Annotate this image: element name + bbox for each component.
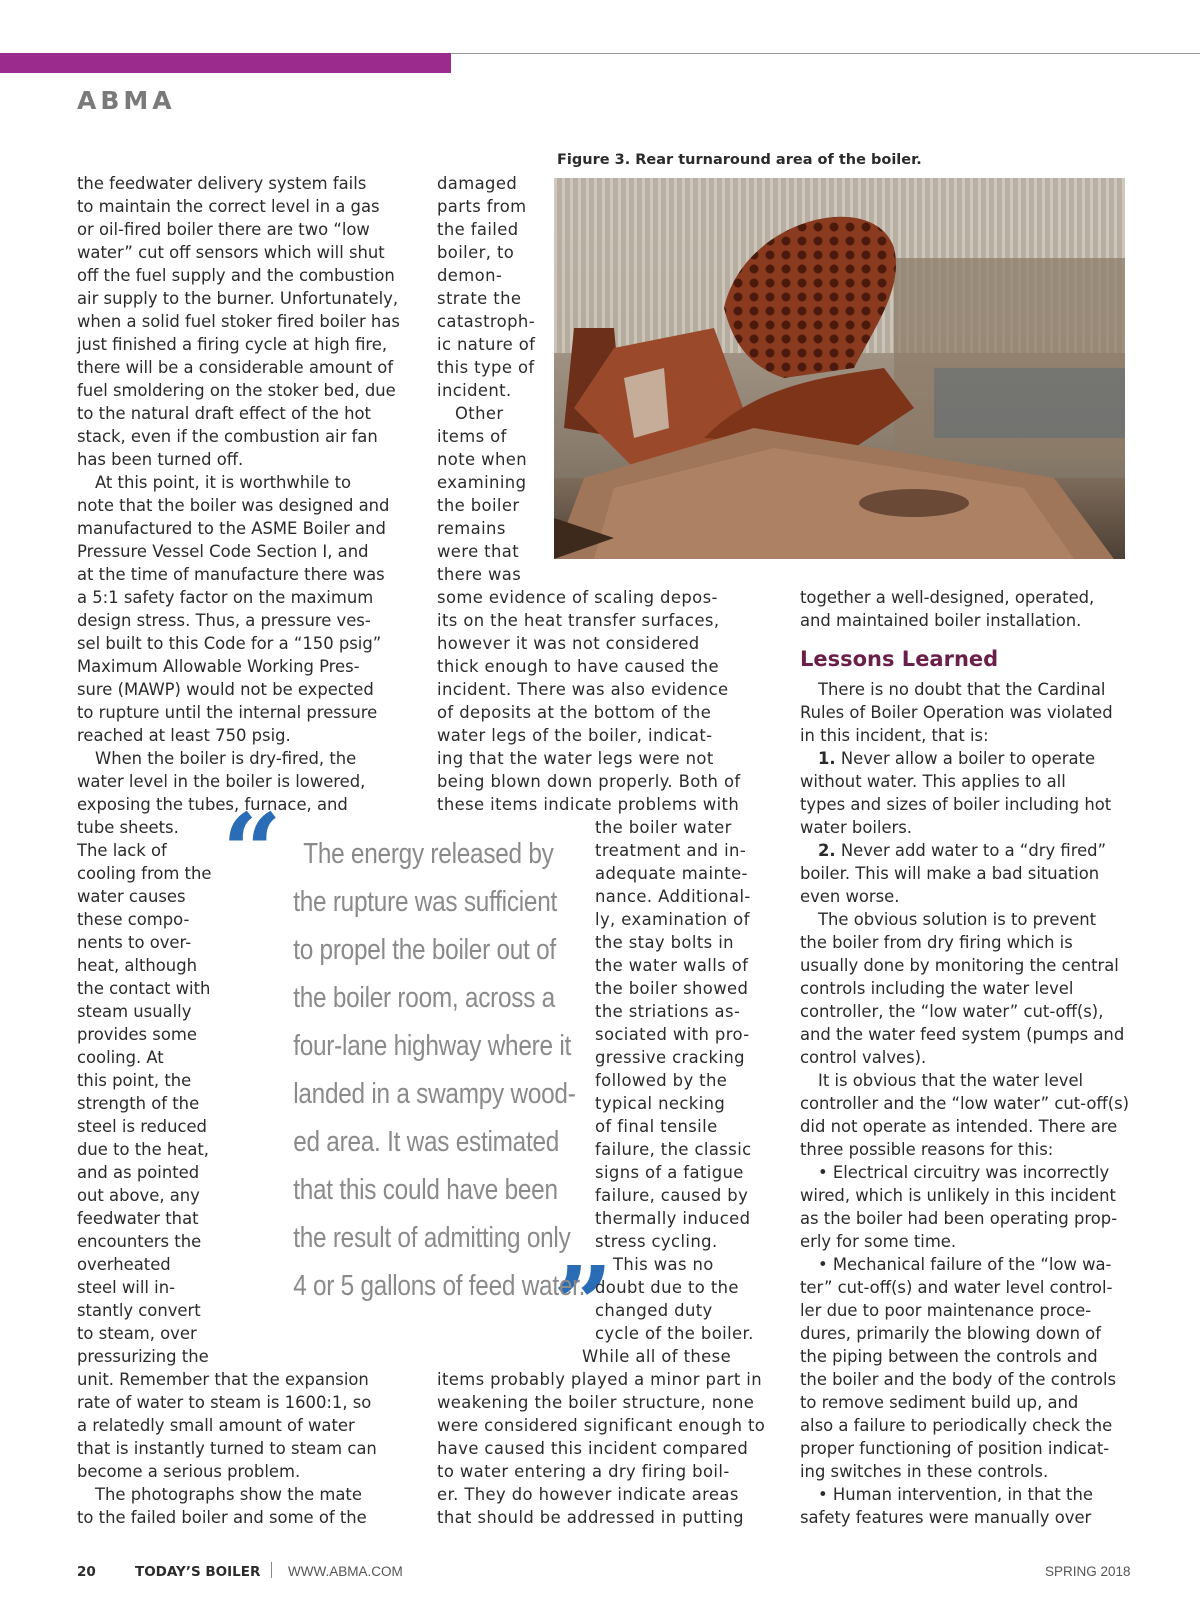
body-text-line: sel built to this Code for a “150 psig” [77,634,382,653]
body-text-line: were that [437,542,520,561]
pull-quote-line: the boiler room, across a [293,982,555,1014]
rule-text: Never add water to a “dry fired” [840,841,1107,860]
body-text-line: tube sheets. [77,818,179,837]
body-text-line: this type of [437,358,535,377]
body-text-line: steam usually [77,1002,192,1021]
quote-close-icon: ” [553,1243,613,1366]
body-text-line: some evidence of scaling depos- [437,588,718,607]
figure-caption: Figure 3. Rear turnaround area of the boiler. [557,152,922,168]
body-text-line: Other [455,404,504,423]
body-text-line: nents to over- [77,933,192,952]
body-text-line: damaged [437,174,518,193]
body-text-line: changed duty [595,1301,713,1320]
body-text-line: proper functioning of position indicat- [800,1439,1110,1458]
body-text-line: controls including the water level [800,979,1074,998]
body-text-line: ter” cut-off(s) and water level control- [800,1278,1113,1297]
body-text-line: when a solid fuel stoker fired boiler has [77,312,400,331]
body-text-line: stack, even if the combustion air fan [77,427,378,446]
rule-text: Never allow a boiler to operate [840,749,1096,768]
body-text-line: due to the heat, [77,1140,210,1159]
body-text-line: control valves). [800,1048,927,1067]
body-text-line: sociated with pro- [595,1025,750,1044]
body-text-line: treatment and in- [595,841,747,860]
body-text-line: When the boiler is dry-fired, the [95,749,357,768]
body-text-line: the stay bolts in [595,933,734,952]
body-text-line: that should be addressed in putting [437,1508,744,1527]
body-text-line: the feedwater delivery system fails [77,174,367,193]
body-text-line: unit. Remember that the expansion [77,1370,369,1389]
body-text-line: stress cycling. [595,1232,718,1251]
body-text-line: wired, which is unlikely in this incident [800,1186,1116,1205]
body-text-line: also a failure to periodically check the [800,1416,1113,1435]
publication-name: TODAY’S BOILER [135,1564,261,1580]
body-text-line: being blown down properly. Both of [437,772,741,791]
body-text-line: or oil-fired boiler there are two “low [77,220,370,239]
pull-quote-line: landed in a swampy wood- [293,1078,576,1110]
body-text-line: ly, examination of [595,910,750,929]
body-text-line: • Electrical circuitry was incorrectly [818,1163,1110,1182]
body-text-line: failure, the classic [595,1140,752,1159]
pull-quote-line: ed area. It was estimated [293,1126,560,1158]
body-text-line: and the water feed system (pumps and [800,1025,1125,1044]
section-label: ABMA [77,86,176,115]
body-text-line: incident. [437,381,512,400]
body-text-line: of final tensile [595,1117,718,1136]
body-text-line: its on the heat transfer surfaces, [437,611,720,630]
body-text-line: this point, the [77,1071,192,1090]
body-text-line: water level in the boiler is lowered, [77,772,366,791]
body-text-line: Pressure Vessel Code Section I, and [77,542,369,561]
body-text-line: water causes [77,887,186,906]
rule-number: 2. [818,841,836,860]
body-text-line: note when [437,450,528,469]
body-text-line: strength of the [77,1094,200,1113]
body-text-line: encounters the [77,1232,202,1251]
body-text-line: design stress. Thus, a pressure ves- [77,611,371,630]
body-text-line: items probably played a minor part in [437,1370,763,1389]
body-text-line: were considered significant enough to [437,1416,766,1435]
body-text-line: ic nature of [437,335,536,354]
body-text-line: ing that the water legs were not [437,749,714,768]
website-link[interactable]: WWW.ABMA.COM [288,1564,403,1579]
body-text-line: the boiler showed [595,979,749,998]
body-text-line: ler due to poor maintenance proce- [800,1301,1092,1320]
body-text-line: The photographs show the mate [95,1485,362,1504]
body-text-line: Rules of Boiler Operation was violated [800,703,1113,722]
body-text-line: signs of a fatigue [595,1163,744,1182]
body-text-line: nance. Additional- [595,887,751,906]
body-text-line: the failed [437,220,519,239]
body-text-line: reached at least 750 psig. [77,726,291,745]
footer-divider [271,1562,272,1578]
body-text-line: even worse. [800,887,900,906]
body-text-line: water legs of the boiler, indicat- [437,726,713,745]
body-text-line: controller and the “low water” cut-off(s) [800,1094,1130,1113]
body-text-line: have caused this incident compared [437,1439,749,1458]
header-accent-bar [0,53,451,73]
body-text-line: of deposits at the bottom of the [437,703,712,722]
body-text-line: manufactured to the ASME Boiler and [77,519,386,538]
body-text-line: weakening the boiler structure, none [437,1393,755,1412]
body-text-line: At this point, it is worthwhile to [95,473,352,492]
body-text-line: Maximum Allowable Working Pres- [77,657,360,676]
body-text-line: strate the [437,289,522,308]
body-text-line [800,747,1095,770]
body-text-line: as the boiler had been operating prop- [800,1209,1118,1228]
issue-date: SPRING 2018 [1045,1564,1131,1579]
body-text-line: remains [437,519,506,538]
body-text-line: items of [437,427,507,446]
body-text-line: to water entering a dry firing boil- [437,1462,730,1481]
body-text-line: dures, primarily the blowing down of [800,1324,1101,1343]
body-text-line: gressive cracking [595,1048,745,1067]
body-text-line: a 5:1 safety factor on the maximum [77,588,374,607]
body-text-line: to remove sediment build up, and [800,1393,1079,1412]
body-text-line: It is obvious that the water level [818,1071,1084,1090]
body-text-line: these items indicate problems with [437,795,740,814]
pull-quote-line: the rupture was sufficient [293,886,558,918]
body-text-line: sure (MAWP) would not be expected [77,680,374,699]
body-text-line: The lack of [77,841,167,860]
body-text-line: This was no [613,1255,714,1274]
body-text-line: however it was not considered [437,634,700,653]
body-text-line: water boilers. [800,818,913,837]
body-text-line: provides some [77,1025,197,1044]
page-number: 20 [77,1564,96,1580]
lessons-learned-heading: Lessons Learned [800,647,999,671]
body-text-line: exposing the tubes, furnace, and [77,795,348,814]
pull-quote-line: to propel the boiler out of [293,934,556,966]
body-text-line: to the failed boiler and some of the [77,1508,367,1527]
body-text-line: er. They do however indicate areas [437,1485,739,1504]
body-text-line: the striations as- [595,1002,741,1021]
body-text-line: overheated [77,1255,171,1274]
body-text-line: in this incident, that is: [800,726,989,745]
body-text-line [800,839,1106,862]
body-text-line: demon- [437,266,503,285]
body-text-line: at the time of manufacture there was [77,565,385,584]
body-text-line: the contact with [77,979,211,998]
body-text-line: parts from [437,197,527,216]
body-text-line: the boiler from dry firing which is [800,933,1073,952]
body-text-line: a relatedly small amount of water [77,1416,355,1435]
body-text-line: doubt due to the [595,1278,739,1297]
body-text-line: off the fuel supply and the combustion [77,266,395,285]
body-text-line: to maintain the correct level in a gas [77,197,380,216]
body-text-line: catastroph- [437,312,536,331]
quote-open-icon: “ [222,790,282,913]
body-text-line: heat, although [77,956,197,975]
body-text-line: to rupture until the internal pressure [77,703,378,722]
body-text-line: boiler, to [437,243,515,262]
body-text-line: examining [437,473,527,492]
body-text-line: usually done by monitoring the central [800,956,1119,975]
body-text-line: has been turned off. [77,450,244,469]
body-text-line: • Human intervention, in that the [818,1485,1093,1504]
body-text-line: controller, the “low water” cut-off(s), [800,1002,1104,1021]
pull-quote-line: The energy released by [303,838,554,870]
body-text-line: and maintained boiler installation. [800,611,1082,630]
body-text-line: ing switches in these controls. [800,1462,1049,1481]
body-text-line: cooling. At [77,1048,164,1067]
pull-quote-line: the result of admitting only [293,1222,571,1254]
body-text-line: While all of these [582,1347,732,1366]
body-text-line: pressurizing the [77,1347,209,1366]
body-text-line: to the natural draft effect of the hot [77,404,371,423]
body-text-line: there was [437,565,522,584]
body-text-line: The obvious solution is to prevent [818,910,1097,929]
body-text-line: types and sizes of boiler including hot [800,795,1112,814]
body-text-line: feedwater that [77,1209,199,1228]
body-text-line: steel is reduced [77,1117,207,1136]
body-text-line: failure, caused by [595,1186,749,1205]
body-text-line: rate of water to steam is 1600:1, so [77,1393,372,1412]
body-text-line: the boiler and the body of the controls [800,1370,1117,1389]
body-text-line: out above, any [77,1186,200,1205]
body-text-line: water” cut off sensors which will shut [77,243,385,262]
body-text-line: typical necking [595,1094,726,1113]
body-text-line: that is instantly turned to steam can [77,1439,377,1458]
body-text-line: and as pointed [77,1163,200,1182]
boiler-photo-image [554,178,1125,559]
body-text-line: become a serious problem. [77,1462,301,1481]
body-text-line: the boiler [437,496,520,515]
body-text-line: cooling from the [77,864,212,883]
body-text-line: the boiler water [595,818,732,837]
body-text-line: did not operate as intended. There are [800,1117,1118,1136]
body-text-line: thermally induced [595,1209,751,1228]
body-text-line: three possible reasons for this: [800,1140,1054,1159]
pull-quote-line: that this could have been [293,1174,558,1206]
body-text-line: boiler. This will make a bad situation [800,864,1100,883]
body-text-line: • Mechanical failure of the “low wa- [818,1255,1112,1274]
body-text-line: steel will in- [77,1278,176,1297]
body-text-line: without water. This applies to all [800,772,1066,791]
pull-quote-line: four-lane highway where it [293,1030,572,1062]
body-text-line: stantly convert [77,1301,201,1320]
body-text-line: note that the boiler was designed and [77,496,390,515]
body-text-line: just finished a firing cycle at high fire, [77,335,388,354]
body-text-line: together a well-designed, operated, [800,588,1095,607]
rule-number: 1. [818,749,836,768]
body-text-line: erly for some time. [800,1232,957,1251]
body-text-line: incident. There was also evidence [437,680,729,699]
body-text-line: safety features were manually over [800,1508,1092,1527]
body-text-line: fuel smoldering on the stoker bed, due [77,381,396,400]
body-text-line: cycle of the boiler. [595,1324,754,1343]
figure-photo [554,178,1125,559]
body-text-line: followed by the [595,1071,728,1090]
body-text-line: thick enough to have caused the [437,657,720,676]
body-text-line: to steam, over [77,1324,197,1343]
body-text-line: air supply to the burner. Unfortunately, [77,289,399,308]
body-text-line: the water walls of [595,956,749,975]
body-text-line: these compo- [77,910,190,929]
body-text-line: adequate mainte- [595,864,748,883]
body-text-line: there will be a considerable amount of [77,358,394,377]
body-text-line: the piping between the controls and [800,1347,1098,1366]
body-text-line: There is no doubt that the Cardinal [818,680,1106,699]
pull-quote-line: 4 or 5 gallons of feed water. [293,1270,586,1302]
